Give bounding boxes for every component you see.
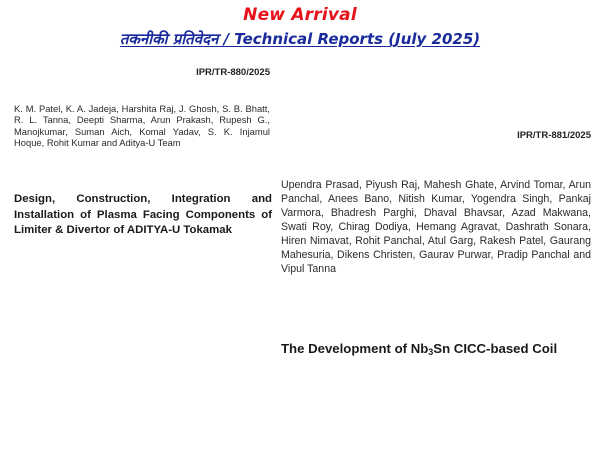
report-title-881 xyxy=(281,341,596,360)
report-id-881: IPR/TR-881/2025 xyxy=(517,130,591,141)
report-title-881-prefix: The Development of Nb xyxy=(281,341,429,356)
report-authors-881: Upendra Prasad, Piyush Raj, Mahesh Ghate, Arvind Tomar, Arun Panchal, Anees Bano, Nitish Kumar, Yogendra Singh, Pankaj Varmora, Bhadresh Parghi, Dhaval Bhavsar, Azad Makwana, Swati Roy, Chirag Dodiya, Hemang Agravat, Dashrath Sonara, Hiren Nimavat, Rohit Panchal, Atul Garg, Rakesh Patel, Gaurang Mahesuria, Dikens Christen, Gaurav Purwar, Pradip Panchal and Vipul Tanna xyxy=(281,179,591,275)
report-title-881-subscript: 3 xyxy=(428,347,434,357)
report-title-880: Design, Construction, Integration and Installation of Plasma Facing Components of Limiter & Divertor of ADITYA-U Tokamak xyxy=(14,193,272,236)
report-title-881-suffix: Sn CICC-based Coil xyxy=(433,341,558,356)
report-authors-880: K. M. Patel, K. A. Jadeja, Harshita Raj, J. Ghosh, S. B. Bhatt, R. L. Tanna, Deepti Sharma, Arun Prakash, Rupesh G., Manojkumar, Suman Aich, Komal Yadav, S. K. Injamul Hoque, Rohit Kumar and Aditya-U Team xyxy=(14,103,270,149)
page-subheading: तकनीकी प्रतिवेदन / Technical Reports (July 2025) xyxy=(119,30,481,48)
page-heading: New Arrival xyxy=(243,5,357,25)
report-id-880: IPR/TR-880/2025 xyxy=(196,67,270,78)
